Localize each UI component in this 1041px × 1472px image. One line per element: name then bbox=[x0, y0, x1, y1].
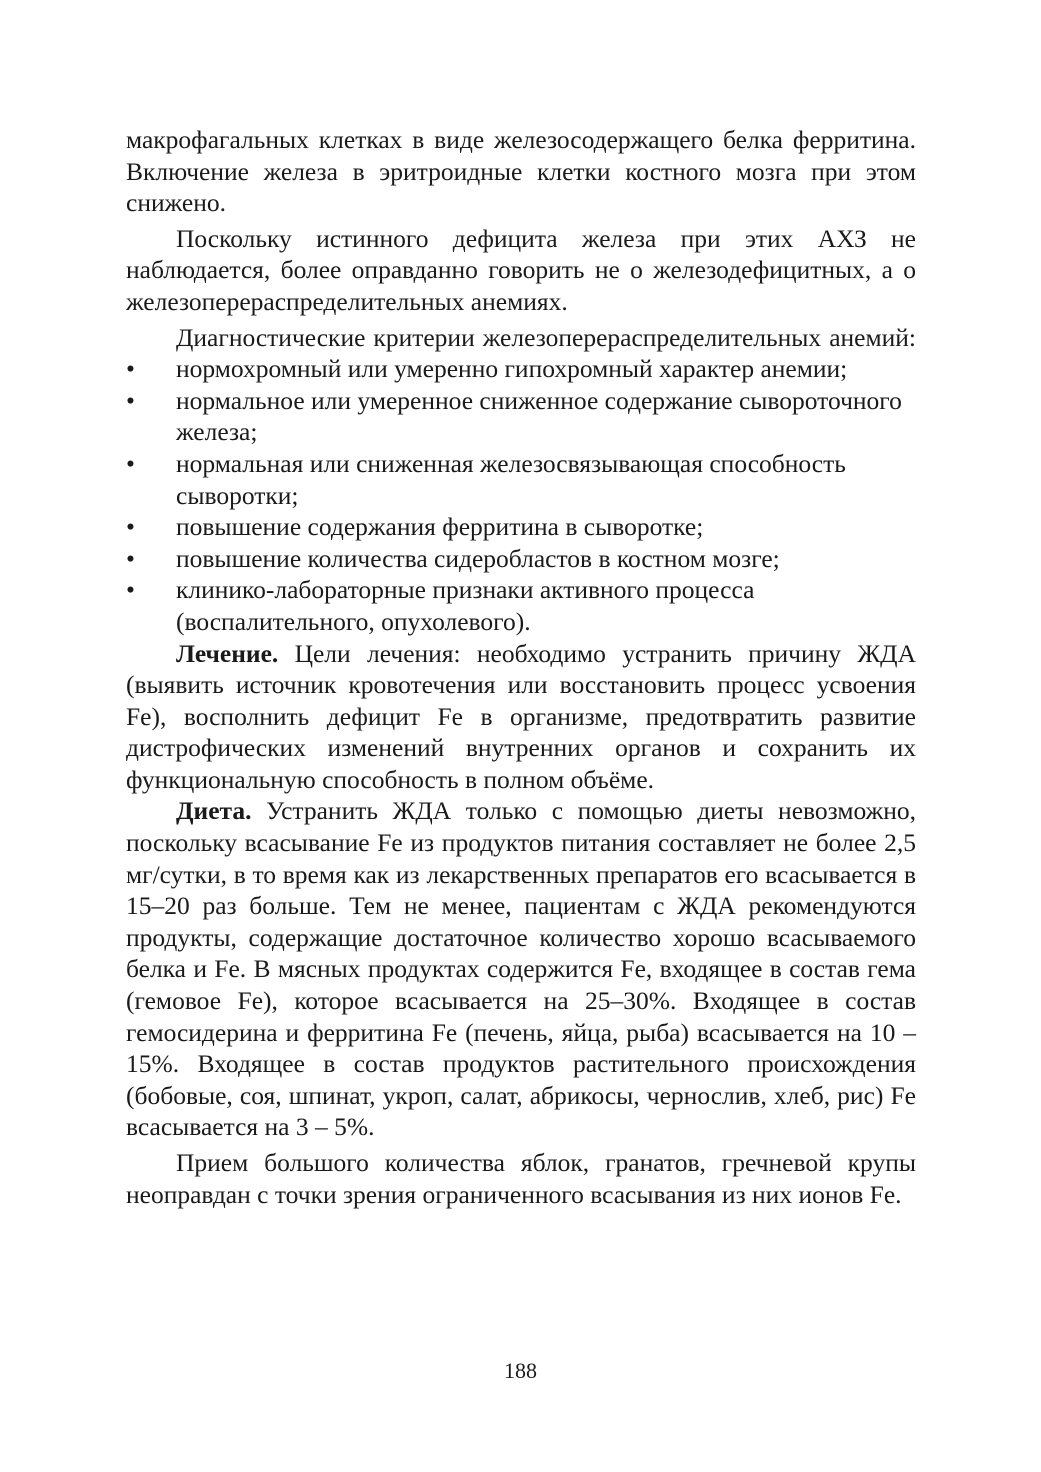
criteria-text: повышение содержания ферритина в сыворотке; bbox=[176, 512, 704, 542]
paragraph-fruits: Прием большого количества яблок, гранатов, гречневой крупы неоправдан с точки зрения ограниченного всасывания из них ионов Fe. bbox=[126, 1148, 916, 1209]
paragraph-no-true-deficit: Поскольку истинного дефицита железа при этих АХЗ не наблюдается, более оправданно говорить не о железодефицитных, а о железоперераспределительных анемиях. bbox=[126, 223, 916, 316]
diet-heading: Диета. bbox=[176, 796, 252, 826]
list-item bbox=[126, 353, 916, 385]
bullet-icon: • bbox=[126, 575, 135, 605]
criteria-text: повышение количества сидеробластов в костном мозге; bbox=[176, 543, 780, 573]
page-body bbox=[126, 124, 916, 1210]
bullet-icon: • bbox=[126, 512, 135, 542]
list-item bbox=[126, 448, 916, 511]
criteria-text: клинико-лабораторные признаки активного процесса (воспалительного, опухолевого). bbox=[176, 575, 755, 636]
list-item bbox=[126, 574, 916, 637]
criteria-text: нормохромный или умеренно гипохромный характер анемии; bbox=[176, 354, 848, 384]
page-number: 188 bbox=[504, 1358, 537, 1383]
bullet-icon: • bbox=[126, 385, 135, 415]
paragraph-continuation: макрофагальных клетках в виде железосодержащего белка ферритина. Включение железа в эритроидные клетки костного мозга при этом снижено. bbox=[126, 125, 916, 218]
list-item bbox=[126, 543, 916, 575]
paragraph-diet bbox=[126, 795, 916, 1143]
criteria-text: нормальное или умеренное сниженное содержание сывороточного железа; bbox=[176, 385, 902, 447]
bullet-icon: • bbox=[126, 543, 135, 573]
criteria-text: нормальная или сниженная железосвязывающая способность сыворотки; bbox=[176, 448, 846, 510]
list-item bbox=[126, 385, 916, 448]
treatment-text: Цели лечения: необходимо устранить причину ЖДА (выявить источник кровотечения или восстановить процесс усвоения Fe), восполнить дефицит Fe в организме, предотвратить развитие дистрофических изменений внутренних органов и сохранить их функциональную способность в полном объёме. bbox=[126, 638, 916, 794]
bullet-icon: • bbox=[126, 448, 135, 478]
criteria-list bbox=[126, 353, 916, 637]
paragraph-treatment bbox=[126, 638, 916, 796]
bullet-icon: • bbox=[126, 354, 135, 384]
list-item bbox=[126, 511, 916, 543]
paragraph-criteria-intro: Диагностические критерии железоперераспределительных анемий: bbox=[176, 322, 916, 352]
treatment-heading: Лечение. bbox=[176, 638, 279, 668]
diet-text: Устранить ЖДА только с помощью диеты невозможно, поскольку всасывание Fe из продуктов питания составляет не более 2,5 мг/сутки, в то время как из лекарственных препаратов его всасывается в 15–20 раз больше. Тем не менее, пациентам с ЖДА рекомендуются продукты, содержащие достаточное количество хорошо всасываемого белка и Fe. В мясных продуктах содержится Fe, входящее в состав гема (гемовое Fe), которое всасывается на 25–30%. Входящее в состав гемосидерина и ферритина Fe (печень, яйца, рыба) всасывается на 10 – 15%. Входящее в состав продуктов растительного происхождения (бобовые, соя, шпинат, укроп, салат, абрикосы, чернослив, хлеб, рис) Fe всасывается на 3 – 5%. bbox=[126, 796, 916, 1142]
